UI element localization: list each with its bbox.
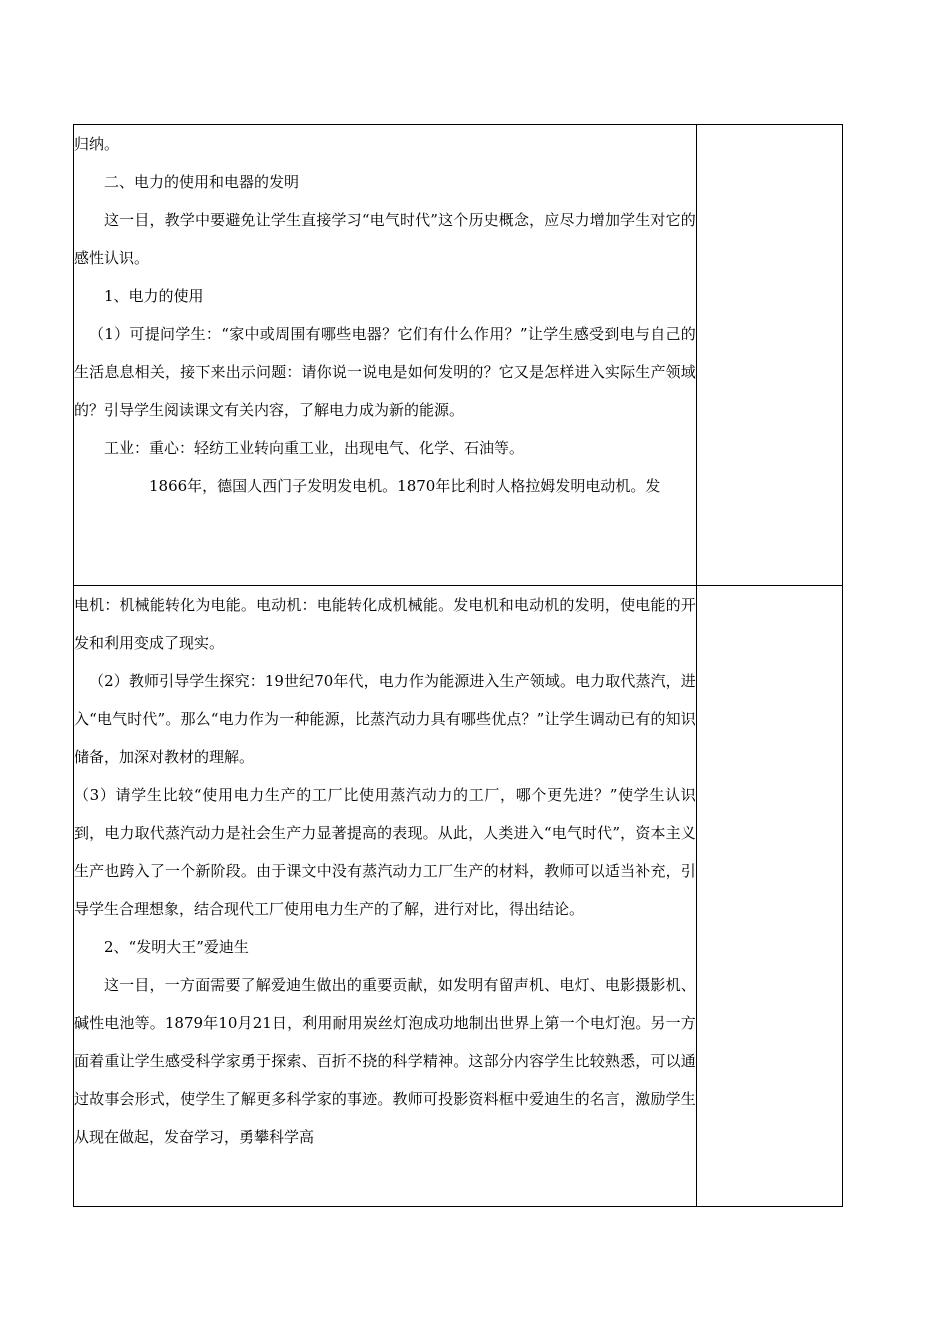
- paragraph: 工业：重心：轻纺工业转向重工业，出现电气、化学、石油等。: [104, 439, 525, 457]
- paragraph: 这一目，一方面需要了解爱迪生做出的重要贡献，如发明有留声机、电灯、电影摄影机、碱性电池等。1879年10月21日，利用耐用炭丝灯泡成功地制出世界上第一个电灯泡。另一方面着重让学生感受科学家勇于探索、百折不挠的科学精神。这部分内容学生比较熟悉，可以通过故事会形式，使学生了解更多科学家的事迹。教师可投影资料框中爱迪生的名言，激励学生从现在做起，发奋学习，勇攀科学高: [74, 976, 696, 1146]
- notes-cell: [696, 586, 842, 1207]
- paragraph: 电机：机械能转化为电能。电动机：电能转化成机械能。发电机和电动机的发明，使电能的开发和利用变成了现实。: [74, 596, 696, 652]
- paragraph: 1866年，德国人西门子发明发电机。1870年比利时人格拉姆发明电动机。发: [149, 477, 661, 495]
- paragraph: （1）可提问学生：“家中或周围有哪些电器？它们有什么作用？”让学生感受到电与自己的生活息息相关，接下来出示问题：请你说一说电是如何发明的？它又是怎样进入实际生产领域的？引导学生阅读课文有关内容，了解电力成为新的能源。: [74, 325, 696, 419]
- paragraph: （2）教师引导学生探究：19世纪70年代，电力作为能源进入生产领域。电力取代蒸汽，进入“电气时代”。那么“电力作为一种能源，比蒸汽动力具有哪些优点？”让学生调动已有的知识储备，加深对教材的理解。: [74, 672, 696, 766]
- content-cell: [74, 586, 697, 1207]
- paragraph: 这一目，教学中要避免让学生直接学习“电气时代”这个历史概念，应尽力增加学生对它的感性认识。: [74, 211, 696, 267]
- section-heading: 二、电力的使用和电器的发明: [104, 173, 300, 191]
- content-cell: [74, 125, 697, 586]
- subsection-heading: 2、“发明大王”爱迪生: [104, 938, 249, 956]
- table-row: [74, 586, 843, 1207]
- table-row: [74, 125, 843, 586]
- paragraph: （3）请学生比较“使用电力生产的工厂比使用蒸汽动力的工厂，哪个更先进？”使学生认识到，电力取代蒸汽动力是社会生产力显著提高的表现。从此，人类进入“电气时代”，资本主义生产也跨入了一个新阶段。由于课文中没有蒸汽动力工厂生产的材料，教师可以适当补充，引导学生合理想象，结合现代工厂使用电力生产的了解，进行对比，得出结论。: [74, 786, 696, 918]
- notes-cell: [696, 125, 842, 586]
- paragraph: 归纳。: [74, 135, 120, 153]
- subsection-heading: 1、电力的使用: [104, 287, 204, 305]
- lesson-plan-table: [73, 124, 843, 1207]
